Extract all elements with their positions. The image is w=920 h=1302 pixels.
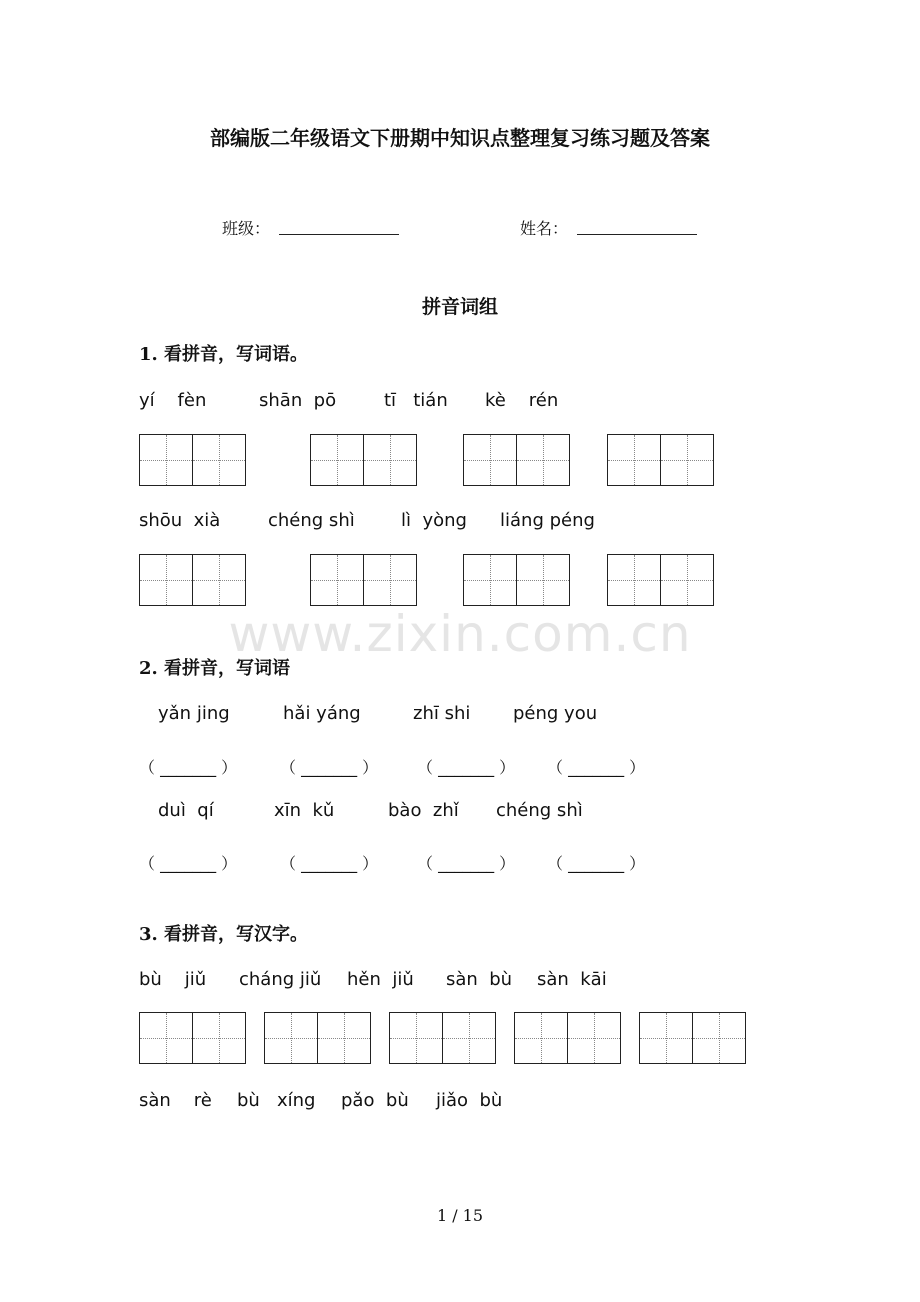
page-number: 1 / 15 [436,1206,484,1225]
question-2-label: 2. 看拼音，写词语 [139,658,291,679]
q3-writing-box[interactable] [264,1012,371,1064]
q3-pinyin-3: hěn jiǔ [347,969,414,990]
q1-writing-box[interactable] [463,554,570,606]
question-1-label: 1. 看拼音，写词语。 [139,344,309,365]
q3-writing-box[interactable] [639,1012,746,1064]
name-label: 姓名： [520,219,569,238]
q3-writing-box[interactable] [514,1012,621,1064]
q1-pinyin-3: tī tián [384,390,448,411]
q1-writing-box[interactable] [463,434,570,486]
q2-pinyin-1: yǎn jing [158,703,230,724]
q3-pinyin-5: sàn kāi [537,969,607,990]
q2-pinyin-8: chéng shì [496,800,583,821]
q1-pinyin-6: chéng shì [268,510,355,531]
q1-pinyin-2: shān pō [259,390,337,411]
q1-pinyin-4: kè rén [485,390,559,411]
q3-writing-box[interactable] [389,1012,496,1064]
q2-pinyin-2: hǎi yáng [283,703,361,724]
watermark: www.zixin.com.cn [228,605,692,663]
q1-pinyin-7: lì yòng [401,510,467,531]
q2-answer-blank[interactable]: （ _______ ） [280,758,379,777]
q1-writing-box[interactable] [310,434,417,486]
q3-pinyin-2: cháng jiǔ [239,969,322,990]
q1-writing-box[interactable] [607,554,714,606]
q3-pinyin-8: pǎo bù [341,1090,409,1111]
class-label: 班级： [222,219,271,238]
q2-pinyin-4: péng you [513,703,598,724]
q2-answer-blank[interactable]: （ _______ ） [547,758,646,777]
q1-pinyin-1: yí fèn [139,390,207,411]
q1-writing-box[interactable] [310,554,417,606]
q1-writing-box[interactable] [607,434,714,486]
q3-pinyin-6: sàn rè [139,1090,212,1111]
q2-pinyin-3: zhī shi [413,703,471,724]
question-3-label: 3. 看拼音，写汉字。 [139,924,309,945]
q2-answer-blank[interactable]: （ _______ ） [417,758,516,777]
q3-pinyin-9: jiǎo bù [436,1090,503,1111]
q2-answer-blank[interactable]: （ _______ ） [139,854,238,873]
q2-answer-blank[interactable]: （ _______ ） [417,854,516,873]
name-blank[interactable] [577,234,697,235]
section-title: 拼音词组 [421,296,498,318]
q2-answer-blank[interactable]: （ _______ ） [280,854,379,873]
q3-pinyin-4: sàn bù [446,969,513,990]
q2-answer-blank[interactable]: （ _______ ） [139,758,238,777]
q1-writing-box[interactable] [139,554,246,606]
q3-writing-box[interactable] [139,1012,246,1064]
q1-writing-box[interactable] [139,434,246,486]
document-title: 部编版二年级语文下册期中知识点整理复习练习题及答案 [210,126,710,150]
q2-pinyin-5: duì qí [158,800,214,821]
q1-pinyin-5: shōu xià [139,510,221,531]
q1-pinyin-8: liáng péng [500,510,595,531]
q2-pinyin-7: bào zhǐ [388,800,459,821]
q2-answer-blank[interactable]: （ _______ ） [547,854,646,873]
q3-pinyin-1: bù jiǔ [139,969,207,990]
q3-pinyin-7: bù xíng [237,1090,316,1111]
class-blank[interactable] [279,234,399,235]
q2-pinyin-6: xīn kǔ [274,800,335,821]
